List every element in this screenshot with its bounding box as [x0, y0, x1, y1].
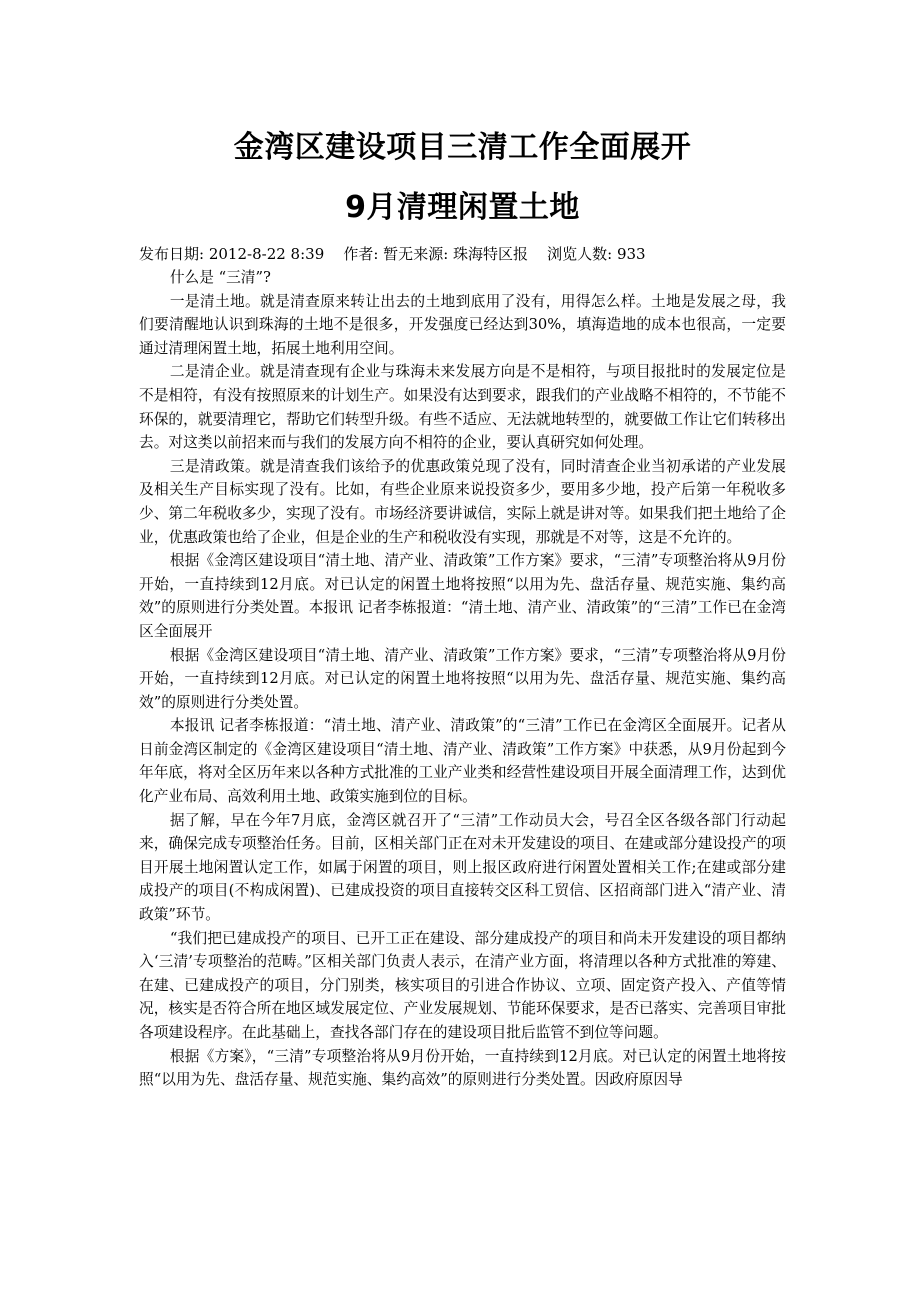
article-title-line-1: 金湾区建设项目三清工作全面展开 [233, 130, 692, 165]
article-meta [139, 242, 786, 266]
views-label: 浏览人数: [547, 245, 613, 263]
article-title-line-2: 9月清理闲置土地 [345, 190, 580, 225]
source-value: 珠海特区报 [453, 245, 529, 263]
paragraph: 什么是 “三清”? [169, 269, 271, 286]
author-label: 作者: [343, 245, 379, 263]
paragraph: 本报讯 记者李栋报道：“清土地、清产业、清政策”的“三清”工作已在金湾区全面展开。记者从日前金湾区制定的《金湾区建设项目“清土地、清产业、清政策”工作方案》中获悉，从9月份起到今年年底，将对全区历年来以各种方式批准的工业产业类和经营性建设项目开展全面清理工作，达到优化产业布局、高效利用土地、政策实施到位的目标。 [139, 717, 786, 806]
paragraph: 三是清政策。就是清查我们该给予的优惠政策兑现了没有，同时清查企业当初承诺的产业发展及相关生产目标实现了没有。比如，有些企业原来说投资多少，要用多少地，投产后第一年税收多少、第二年税收多少，实现了没有。市场经济要讲诚信，实际上就是讲对等。如果我们把土地给了企业，优惠政策也给了企业，但是企业的生产和税收没有实现，那就是不对等，这是不允许的。 [139, 457, 786, 546]
views-value: 933 [616, 245, 646, 263]
paragraph: “我们把已建成投产的项目、已开工正在建设、部分建成投产的项目和尚未开发建设的项目都纳入‘三清’专项整治的范畴。”区相关部门负责人表示，在清产业方面，将清理以各种方式批准的筹建、在建、已建成投产的项目，分门别类，核实项目的引进合作协议、立项、固定资产投入、产值等情况，核实是否符合所在地区域发展定位、产业发展规划、节能环保要求，是否已落实、完善项目审批各项建设程序。在此基础上，查找各部门存在的建设项目批后监管不到位等问题。 [139, 929, 786, 1041]
paragraph: 二是清企业。就是清查现有企业与珠海未来发展方向是不是相符，与项目报批时的发展定位是不是相符，有没有按照原来的计划生产。如果没有达到要求，跟我们的产业战略不相符的，不节能不环保的，就要清理它，帮助它们转型升级。有些不适应、无法就地转型的，就要做工作让它们转移出去。对这类以前招来而与我们的发展方向不相符的企业，要认真研究如何处理。 [139, 363, 786, 452]
date-value: 2012-8-22 8:39 [208, 245, 325, 263]
author-value: 暂无 [383, 245, 414, 263]
article [139, 118, 786, 1092]
paragraph: 根据《方案》，“三清”专项整治将从9月份开始，一直持续到12月底。对已认定的闲置土地将按照“以用为先、盘活存量、规范实施、集约高效”的原则进行分类处置。因政府原因导 [139, 1047, 786, 1089]
source-label: 来源: [413, 245, 449, 263]
paragraph: 一是清土地。就是清查原来转让出去的土地到底用了没有，用得怎么样。土地是发展之母，我们要清醒地认识到珠海的土地不是很多，开发强度已经达到30%，填海造地的成本也很高，一定要通过清理闲置土地，拓展土地利用空间。 [139, 292, 786, 357]
paragraph: 根据《金湾区建设项目“清土地、清产业、清政策”工作方案》要求，“三清”专项整治将从9月份开始，一直持续到12月底。对已认定的闲置土地将按照“以用为先、盘活存量、规范实施、集约高效”的原则进行分类处置。 [139, 646, 786, 711]
paragraph: 据了解，早在今年7月底，金湾区就召开了“三清”工作动员大会，号召全区各级各部门行动起来，确保完成专项整治任务。目前，区相关部门正在对未开发建设的项目、在建或部分建设投产的项目开展土地闲置认定工作，如属于闲置的项目，则上报区政府进行闲置处置相关工作;在建或部分建成投产的项目(不构成闲置)、已建成投资的项目直接转交区科工贸信、区招商部门进入“清产业、清政策”环节。 [139, 811, 786, 924]
paragraph: 根据《金湾区建设项目“清土地、清产业、清政策”工作方案》要求，“三清”专项整治将从9月份开始，一直持续到12月底。对已认定的闲置土地将按照“以用为先、盘活存量、规范实施、集约高效”的原则进行分类处置。本报讯 记者李栋报道：“清土地、清产业、清政策”的“三清”工作已在金湾区全面展开 [139, 552, 786, 640]
date-label: 发布日期: [139, 245, 205, 263]
article-body [139, 266, 786, 1092]
